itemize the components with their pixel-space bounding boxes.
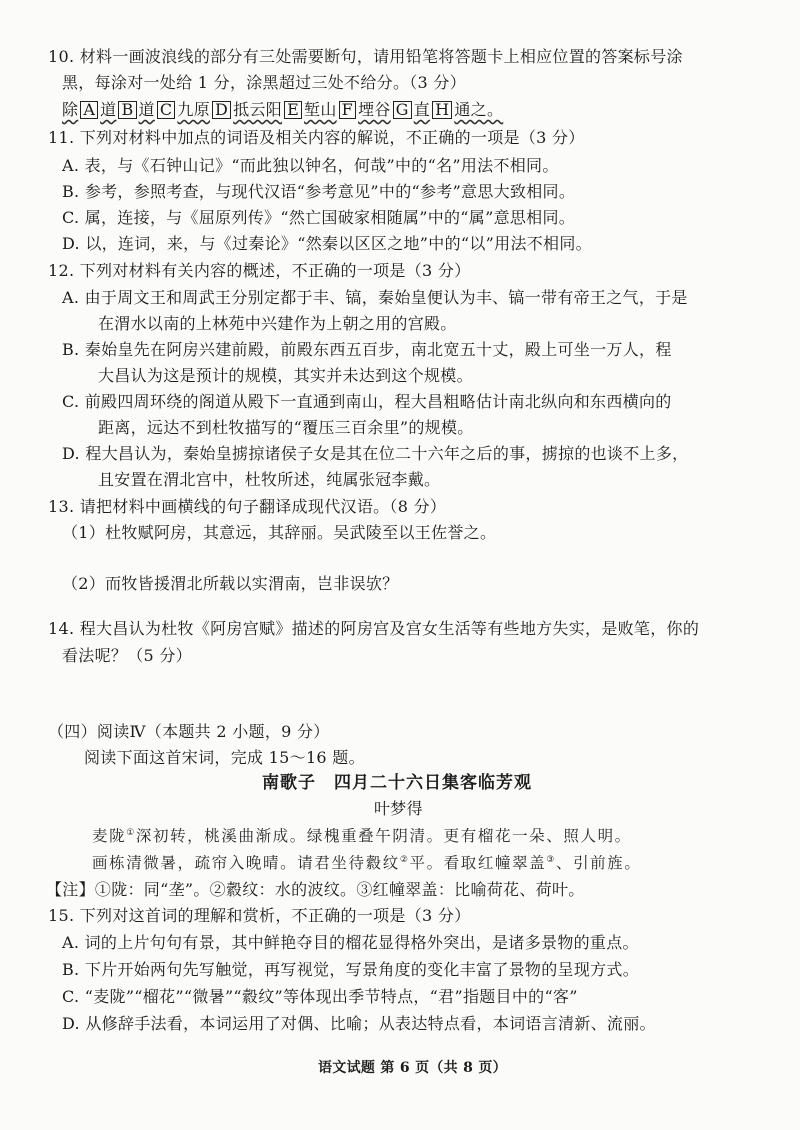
poem-author: 叶梦得 [374,799,423,818]
section4-heading: （四）阅读Ⅳ（本题共 2 小题，9 分） [48,722,330,741]
q12-option-c-line1: C. 前殿四周环绕的阁道从殿下一直通到南山，程大昌粗略估计南北纵向和东西横向的 [62,392,672,411]
passage-segment: 堙谷 [358,100,391,119]
q14-stem-line2: 看法呢？（5 分） [62,646,192,665]
poem-title: 南歌子 四月二十六日集客临芳观 [262,773,532,793]
q12-option-b-line1: B. 秦始皇先在阿房兴建前殿，前殿东西五百步，南北宽五十丈，殿上可坐一万人，程 [62,340,672,359]
passage-segment: 抵云阳 [233,100,283,119]
q15-option-b: B. 下片开始两句先写触觉，再写视觉，写景角度的变化丰富了景物的呈现方式。 [62,960,640,979]
break-marker-e: E [284,101,302,119]
poem-text: 画栋清微暑，疏帘入晚晴。请君坐待縠纹 [92,854,400,872]
q13-sentence-1: （1）杜牧赋阿房，其意远，其辞丽。吴武陵至以王佐誉之。 [62,523,497,542]
q12-option-a-line2: 在渭水以南的上林苑中兴建作为上朝之用的宫殿。 [98,314,457,333]
poem-notes: 【注】①陇：同“垄”。②縠纹：水的波纹。③红幢翠盖：比喻荷花、荷叶。 [46,880,585,899]
poem-text: 深初转，桃溪曲渐成。绿槐重叠午阴清。更有榴花一朵、照人明。 [135,827,632,845]
note-mark: ③ [546,854,556,865]
passage-segment: 除 [62,100,79,119]
passage-segment: 堑山 [304,100,337,119]
q13-sentence-2: （2）而牧皆援渭北所载以实渭南，岂非误欤？ [62,574,399,593]
q10-stem-line1: 10. 材料一画波浪线的部分有三处需要断句，请用铅笔将答题卡上相应位置的答案标号涂 [48,47,683,66]
q12-option-b-line2: 大昌认为这是预计的规模，其实并未达到这个规模。 [98,366,473,385]
q12-option-d-line1: D. 程大昌认为，秦始皇掳掠诸侯子女是其在位二十六年之后的事，掳掠的也谈不上多， [62,444,689,463]
note-mark: ② [399,854,410,865]
q11-option-a: A. 表，与《石钟山记》“而此独以钟名，何哉”中的“名”用法不相同。 [62,156,559,175]
q12-stem: 12. 下列对材料有关内容的概述，不正确的一项是（3 分） [48,261,471,280]
q10-stem-line2: 黑，每涂对一处给 1 分，涂黑超过三处不给分。（3 分） [62,73,467,92]
break-marker-c: C [157,101,176,119]
passage-segment: 道 [100,100,117,119]
q12-option-c-line2: 距离，远达不到杜牧描写的“覆压三百余里”的规模。 [98,418,474,437]
q12-option-d-line2: 且安置在渭北宫中，杜牧所述，纯属张冠李戴。 [98,470,441,489]
poem-text: 平。看取红幢翠盖 [409,854,547,872]
q15-stem: 15. 下列对这首词的理解和赏析，不正确的一项是（3 分） [48,906,471,925]
break-marker-a: A [80,101,98,119]
section4-instruction: 阅读下面这首宋词，完成 15～16 题。 [84,748,365,767]
q12-option-a-line1: A. 由于周文王和周武王分别定都于丰、镐，秦始皇便认为丰、镐一带有帝王之气，于是 [62,288,688,307]
break-marker-d: D [212,101,231,119]
q15-option-d: D. 从修辞手法看，本词运用了对偶、比喻；从表达特点看，本词语言清新、流丽。 [62,1014,656,1033]
q15-option-a: A. 词的上片句句有景，其中鲜艳夺目的榴花显得格外突出，是诸多景物的重点。 [62,933,639,952]
break-marker-b: B [118,101,136,119]
passage-segment: 通之。 [454,100,504,119]
q10-punctuation-passage [62,100,503,120]
break-marker-h: H [432,101,452,119]
q14-stem-line1: 14. 程大昌认为杜牧《阿房宫赋》描述的阿房宫及宫女生活等有些地方失实，是败笔，你的 [48,619,700,638]
q13-stem: 13. 请把材料中画横线的句子翻译成现代汉语。（8 分） [48,497,447,516]
q11-option-c: C. 属，连接，与《屈原列传》“然亡国破家相随属”中的“属”意思相同。 [62,208,576,227]
passage-segment: 九原 [177,100,211,119]
poem-line-2 [92,853,641,873]
break-marker-f: F [339,101,356,119]
note-mark: ① [126,827,136,838]
passage-segment: 直 [413,100,431,119]
page-footer: 语文试题 第 6 页（共 8 页） [318,1060,507,1076]
poem-text: 麦陇 [92,827,127,845]
poem-line-1 [92,826,632,846]
q15-option-c: C. “麦陇”“榴花”“微暑”“縠纹”等体现出季节特点，“君”指题目中的“客” [62,987,578,1006]
q11-option-b: B. 参考，参照考查，与现代汉语“参考意见”中的“参考”意思大致相同。 [62,182,576,201]
break-marker-g: G [393,101,412,119]
q11-stem: 11. 下列对材料中加点的词语及相关内容的解说，不正确的一项是（3 分） [48,128,585,147]
q11-option-d: D. 以，连词，来，与《过秦论》“然秦以区区之地”中的“以”用法不相同。 [62,234,592,253]
passage-segment: 道 [138,100,155,119]
poem-text: 、引前旌。 [555,854,642,872]
